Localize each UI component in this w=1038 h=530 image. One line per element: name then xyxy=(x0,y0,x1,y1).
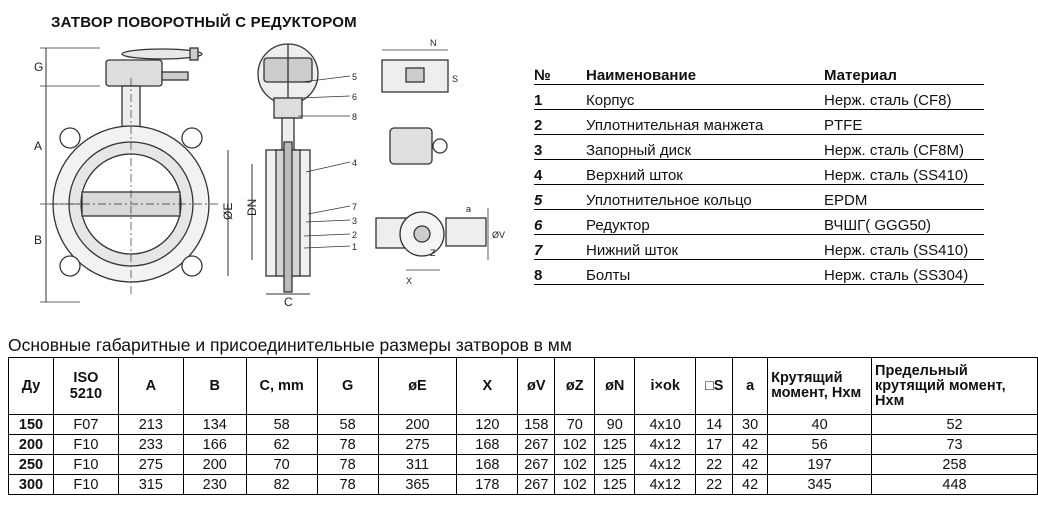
dim-label-e: ØE xyxy=(221,202,235,220)
dims-cell: 125 xyxy=(595,455,635,475)
dims-cell: 200 xyxy=(183,455,246,475)
dims-header-cell: □S xyxy=(696,358,733,415)
parts-header-no: № xyxy=(534,62,586,85)
dims-cell: 267 xyxy=(518,435,555,455)
dims-cell: 230 xyxy=(183,475,246,495)
dims-header-cell: Ду xyxy=(9,358,54,415)
dims-cell: 90 xyxy=(595,415,635,435)
parts-row xyxy=(534,160,984,185)
dims-cell: 134 xyxy=(183,415,246,435)
dims-cell: 42 xyxy=(733,475,768,495)
dims-cell: 120 xyxy=(457,415,518,435)
dims-cell: 17 xyxy=(696,435,733,455)
dim-label-b: B xyxy=(34,233,43,247)
dims-cell: 365 xyxy=(378,475,457,495)
dims-cell: 78 xyxy=(317,475,378,495)
parts-cell-no: 3 xyxy=(534,135,586,160)
parts-header-row xyxy=(534,62,984,85)
dims-cell: 125 xyxy=(595,475,635,495)
dims-cell: 315 xyxy=(118,475,183,495)
dims-cell: 200 xyxy=(378,415,457,435)
parts-row xyxy=(534,185,984,210)
parts-cell-name: Редуктор xyxy=(586,210,824,235)
dims-cell: F10 xyxy=(53,475,118,495)
parts-cell-material: Нерж. сталь (CF8) xyxy=(824,85,984,110)
parts-cell-material: Нерж. сталь (SS410) xyxy=(824,160,984,185)
dims-cell: 82 xyxy=(246,475,317,495)
dims-cell: 158 xyxy=(518,415,555,435)
dims-cell: 275 xyxy=(378,435,457,455)
dims-header-cell: øV xyxy=(518,358,555,415)
parts-row xyxy=(534,85,984,110)
dims-cell: 4x10 xyxy=(635,415,696,435)
parts-cell-no: 6 xyxy=(534,210,586,235)
dims-header-cell: B xyxy=(183,358,246,415)
dim-label-n: N xyxy=(430,38,437,48)
parts-cell-name: Уплотнительная манжета xyxy=(586,110,824,135)
dims-cell: 70 xyxy=(246,455,317,475)
dims-cell: 267 xyxy=(518,475,555,495)
dims-cell: 168 xyxy=(457,455,518,475)
parts-table xyxy=(534,62,984,285)
dims-header-row xyxy=(9,358,1038,415)
parts-cell-name: Корпус xyxy=(586,85,824,110)
dims-cell: 4x12 xyxy=(635,475,696,495)
parts-cell-name: Запорный диск xyxy=(586,135,824,160)
dims-header-cell: Крутящий момент, Нхм xyxy=(768,358,872,415)
parts-row xyxy=(534,235,984,260)
dims-cell: 52 xyxy=(872,415,1038,435)
dim-label-dn: DN xyxy=(245,198,259,216)
callout-4: 4 xyxy=(352,158,358,168)
dims-cell: 40 xyxy=(768,415,872,435)
dims-cell: 178 xyxy=(457,475,518,495)
dims-cell: 311 xyxy=(378,455,457,475)
dims-header-cell: a xyxy=(733,358,768,415)
dim-label-a: A xyxy=(34,139,43,153)
parts-cell-no: 7 xyxy=(534,235,586,260)
detail-views xyxy=(376,50,488,270)
callout-6: 6 xyxy=(352,92,358,102)
dims-cell: F10 xyxy=(53,455,118,475)
parts-cell-material: Нерж. сталь (SS304) xyxy=(824,260,984,285)
parts-row xyxy=(534,260,984,285)
callout-1: 1 xyxy=(352,242,358,252)
dims-cell: 22 xyxy=(696,475,733,495)
parts-cell-material: EPDM xyxy=(824,185,984,210)
parts-cell-no: 2 xyxy=(534,110,586,135)
dim-label-a-small: a xyxy=(466,204,472,214)
dims-cell: 197 xyxy=(768,455,872,475)
parts-row xyxy=(534,210,984,235)
dimensions-table xyxy=(8,357,1038,495)
callout-8: 8 xyxy=(352,112,358,122)
front-view xyxy=(40,48,220,302)
parts-cell-material: ВЧШГ( GGG50) xyxy=(824,210,984,235)
parts-cell-name: Болты xyxy=(586,260,824,285)
dims-row xyxy=(9,435,1038,455)
dims-cell: 42 xyxy=(733,455,768,475)
dims-cell: 150 xyxy=(9,415,54,435)
dim-label-g: G xyxy=(34,60,44,74)
parts-cell-name: Верхний шток xyxy=(586,160,824,185)
dims-cell: 200 xyxy=(9,435,54,455)
dims-cell: 42 xyxy=(733,435,768,455)
parts-row xyxy=(534,110,984,135)
parts-cell-name: Нижний шток xyxy=(586,235,824,260)
dims-row xyxy=(9,455,1038,475)
dims-cell: 14 xyxy=(696,415,733,435)
dims-row xyxy=(9,415,1038,435)
dims-header-cell: øZ xyxy=(555,358,595,415)
dims-cell: 102 xyxy=(555,475,595,495)
side-view xyxy=(228,44,350,294)
dim-label-x: X xyxy=(406,276,413,286)
dims-cell: 233 xyxy=(118,435,183,455)
dims-cell: 345 xyxy=(768,475,872,495)
parts-cell-material: Нерж. сталь (SS410) xyxy=(824,235,984,260)
dims-cell: 166 xyxy=(183,435,246,455)
dims-header-cell: G xyxy=(317,358,378,415)
dims-row xyxy=(9,475,1038,495)
dims-cell: 168 xyxy=(457,435,518,455)
valve-technical-drawing xyxy=(30,38,510,308)
dims-cell: 56 xyxy=(768,435,872,455)
parts-cell-material: Нерж. сталь (CF8M) xyxy=(824,135,984,160)
dims-cell: 300 xyxy=(9,475,54,495)
dims-cell: 267 xyxy=(518,455,555,475)
parts-header-material: Материал xyxy=(824,62,984,85)
parts-cell-no: 5 xyxy=(534,185,586,210)
dims-cell: 102 xyxy=(555,435,595,455)
dims-cell: 448 xyxy=(872,475,1038,495)
parts-cell-name: Уплотнительное кольцо xyxy=(586,185,824,210)
dims-cell: 275 xyxy=(118,455,183,475)
dims-cell: 30 xyxy=(733,415,768,435)
dims-header-cell: X xyxy=(457,358,518,415)
dims-header-cell: Предельный крутящий момент, Нхм xyxy=(872,358,1038,415)
dims-header-cell: øE xyxy=(378,358,457,415)
callout-5: 5 xyxy=(352,72,358,82)
dims-cell: 258 xyxy=(872,455,1038,475)
dims-header-cell: i×ok xyxy=(635,358,696,415)
dims-cell: 78 xyxy=(317,455,378,475)
dims-cell: 22 xyxy=(696,455,733,475)
dim-label-z: Z xyxy=(430,248,436,258)
dims-cell: 73 xyxy=(872,435,1038,455)
dims-caption: Основные габаритные и присоединительные размеры затворов в мм xyxy=(8,335,572,355)
parts-cell-material: PTFE xyxy=(824,110,984,135)
callout-3: 3 xyxy=(352,216,358,226)
dim-label-c: C xyxy=(284,295,293,308)
dims-cell: 250 xyxy=(9,455,54,475)
parts-header-name: Наименование xyxy=(586,62,824,85)
dims-cell: 70 xyxy=(555,415,595,435)
dims-header-cell: ISO 5210 xyxy=(53,358,118,415)
dims-cell: 102 xyxy=(555,455,595,475)
dims-cell: F10 xyxy=(53,435,118,455)
dims-cell: F07 xyxy=(53,415,118,435)
dims-header-cell: C, mm xyxy=(246,358,317,415)
parts-cell-no: 4 xyxy=(534,160,586,185)
dims-cell: 125 xyxy=(595,435,635,455)
callout-2: 2 xyxy=(352,230,358,240)
dims-cell: 58 xyxy=(246,415,317,435)
dims-cell: 62 xyxy=(246,435,317,455)
dim-label-v: ØV xyxy=(492,230,506,240)
parts-row xyxy=(534,135,984,160)
dims-header-cell: øN xyxy=(595,358,635,415)
parts-cell-no: 1 xyxy=(534,85,586,110)
page-title: ЗАТВОР ПОВОРОТНЫЙ С РЕДУКТОРОМ xyxy=(51,14,357,31)
dims-cell: 4x12 xyxy=(635,435,696,455)
parts-cell-no: 8 xyxy=(534,260,586,285)
dims-cell: 78 xyxy=(317,435,378,455)
dims-cell: 213 xyxy=(118,415,183,435)
dim-label-s: S xyxy=(452,74,459,84)
dims-cell: 58 xyxy=(317,415,378,435)
dims-header-cell: A xyxy=(118,358,183,415)
callout-7: 7 xyxy=(352,202,358,212)
dims-cell: 4x12 xyxy=(635,455,696,475)
